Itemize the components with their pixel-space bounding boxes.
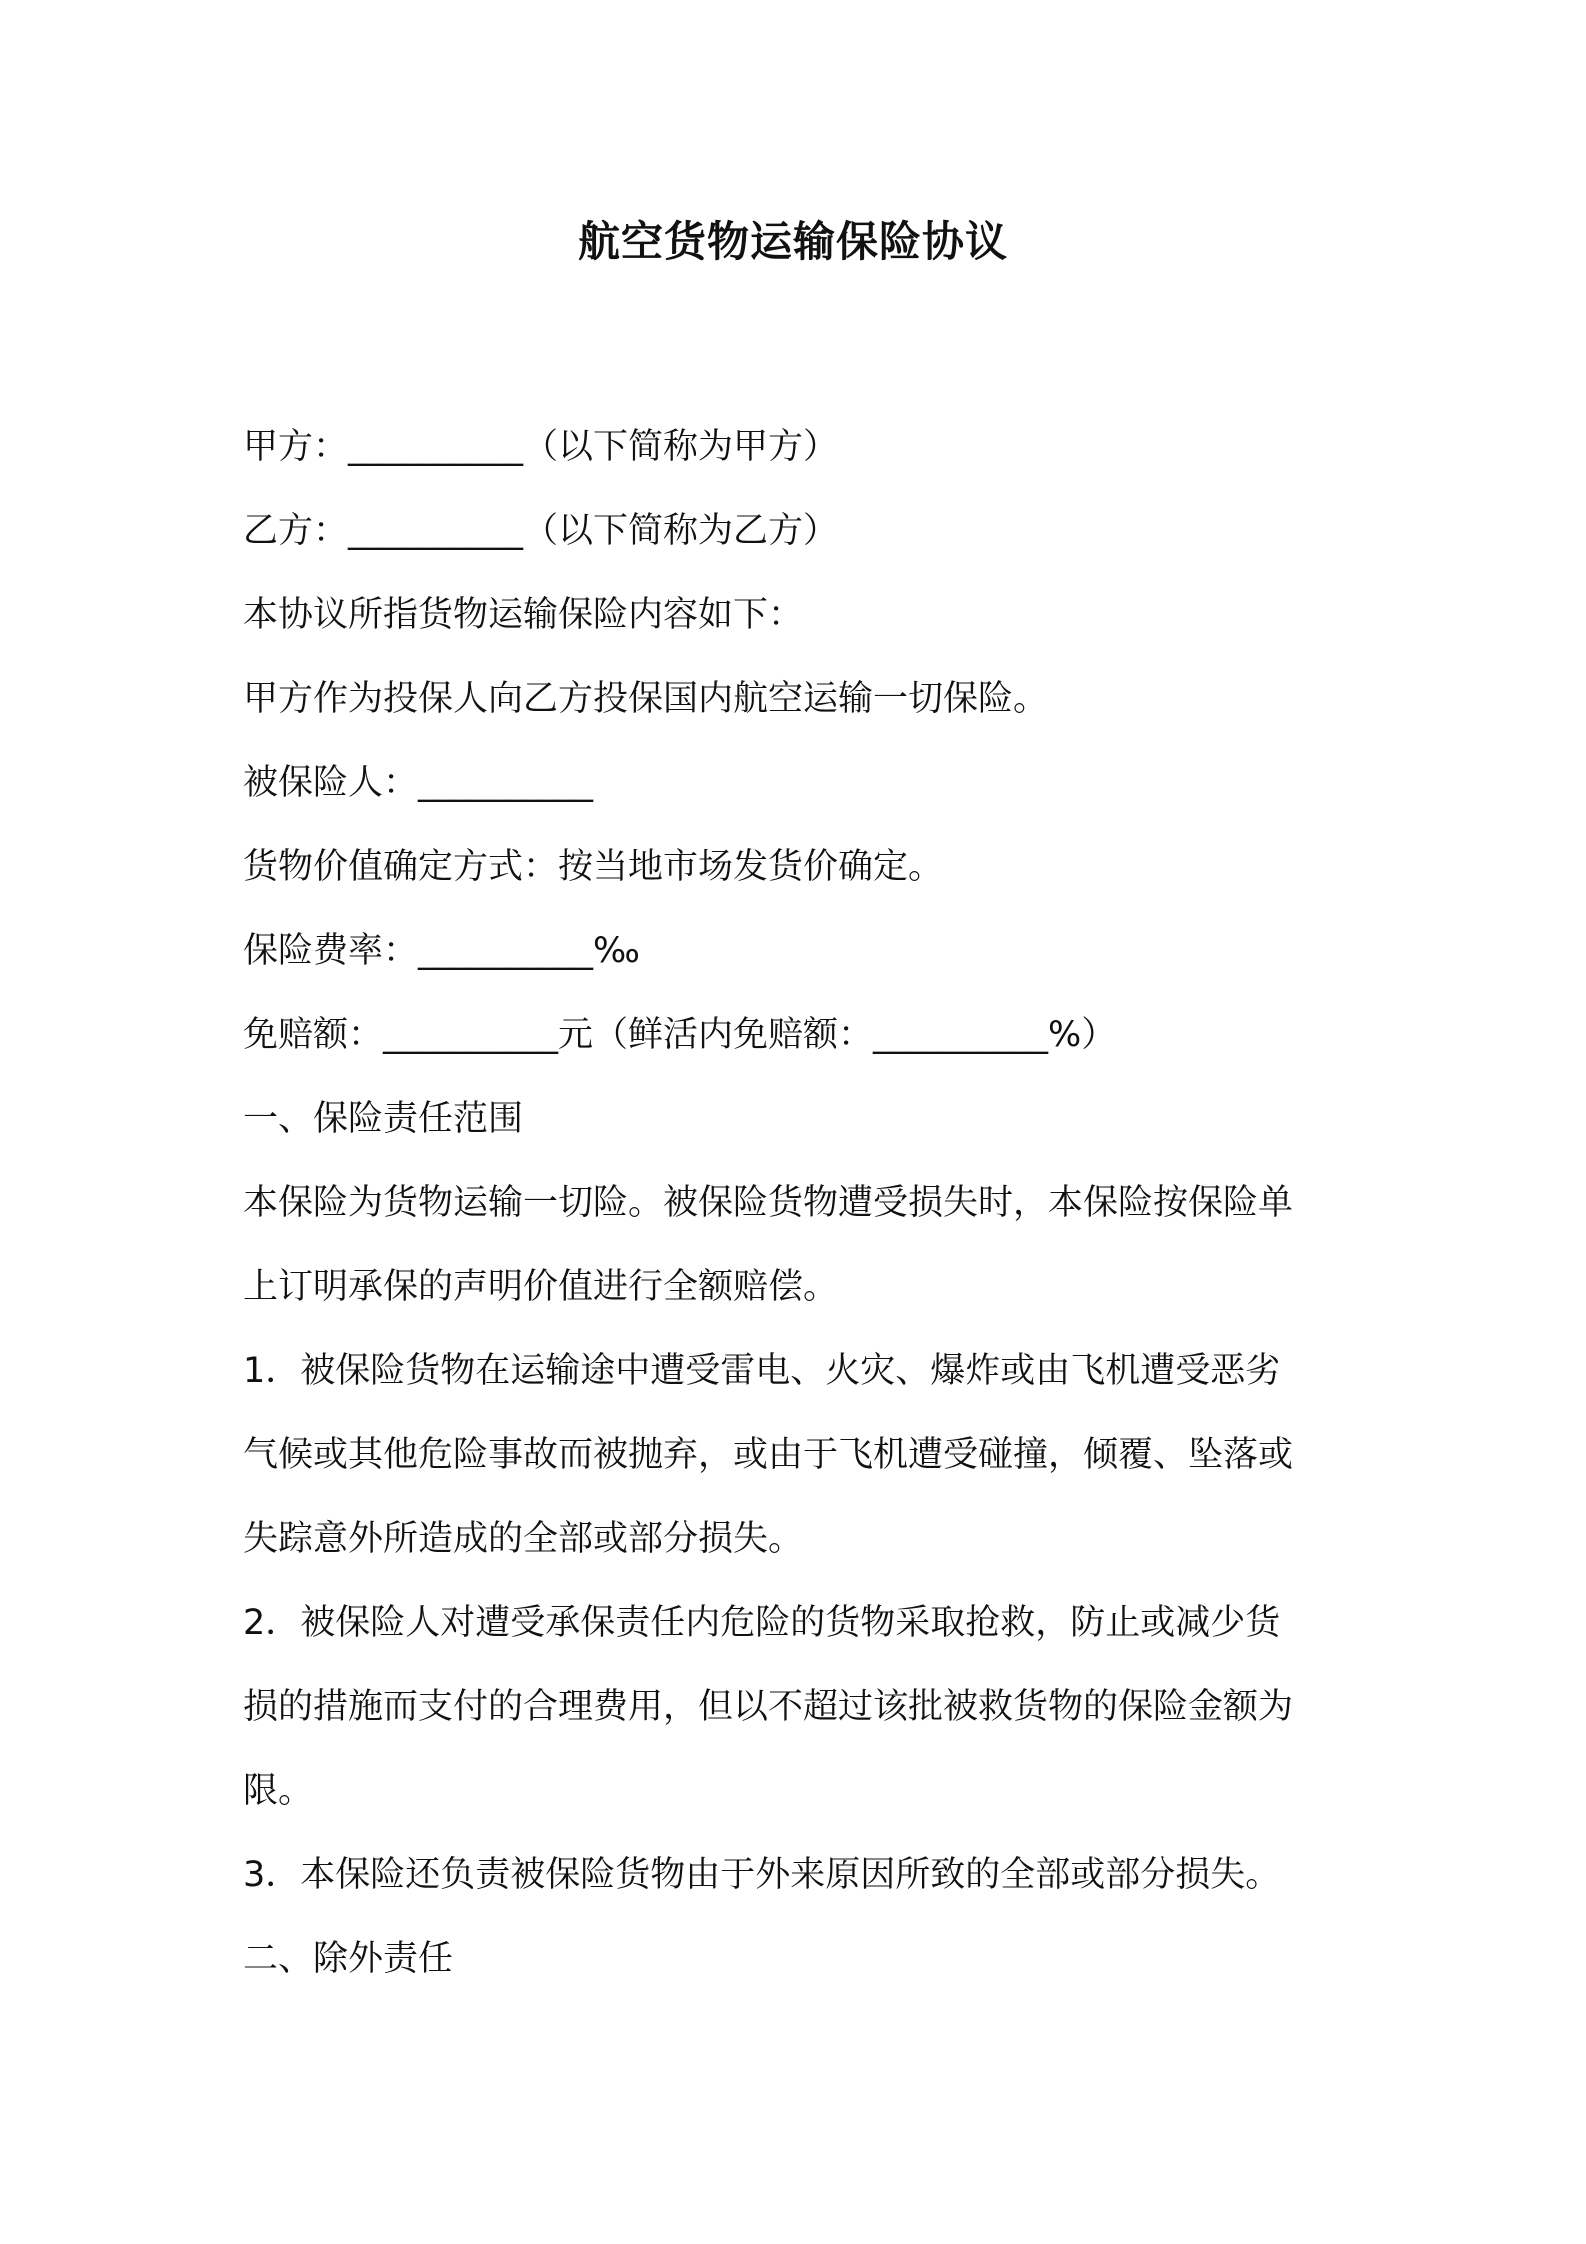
party-b-line: 乙方：__________（以下简称为乙方）	[243, 511, 839, 551]
paragraph-line: 上订明承保的声明价值进行全额赔偿。	[243, 1267, 839, 1307]
party-a-line: 甲方：__________（以下简称为甲方）	[243, 427, 839, 467]
insured-line: 被保险人：__________	[243, 763, 594, 803]
document-body	[243, 405, 1363, 2001]
intro-line: 本协议所指货物运输保险内容如下：	[243, 595, 804, 635]
clause-2-line: 2．被保险人对遭受承保责任内危险的货物采取抢救，防止或减少货	[243, 1603, 1281, 1643]
insurance-statement-line: 甲方作为投保人向乙方投保国内航空运输一切保险。	[243, 679, 1049, 719]
section-heading-coverage: 一、保险责任范围	[243, 1099, 524, 1139]
clause-2-line: 损的措施而支付的合理费用，但以不超过该批被救货物的保险金额为	[243, 1687, 1294, 1727]
deductible-line: 免赔额：__________元（鲜活内免赔额：__________%）	[243, 1015, 1117, 1055]
section-heading-exclusions: 二、除外责任	[243, 1939, 454, 1979]
clause-1-line: 失踪意外所造成的全部或部分损失。	[243, 1519, 804, 1559]
paragraph-line: 本保险为货物运输一切险。被保险货物遭受损失时，本保险按保险单	[243, 1183, 1294, 1223]
document-title: 航空货物运输保险协议	[577, 217, 1008, 266]
clause-2-line: 限。	[243, 1771, 314, 1811]
clause-1-line: 1．被保险货物在运输途中遭受雷电、火灾、爆炸或由飞机遭受恶劣	[243, 1351, 1281, 1391]
clause-3-line: 3．本保险还负责被保险货物由于外来原因所致的全部或部分损失。	[243, 1855, 1281, 1895]
value-method-line: 货物价值确定方式：按当地市场发货价确定。	[243, 847, 944, 887]
premium-rate-line: 保险费率：__________‰	[243, 931, 640, 971]
clause-1-line: 气候或其他危险事故而被抛弃，或由于飞机遭受碰撞，倾覆、坠落或	[243, 1435, 1294, 1475]
